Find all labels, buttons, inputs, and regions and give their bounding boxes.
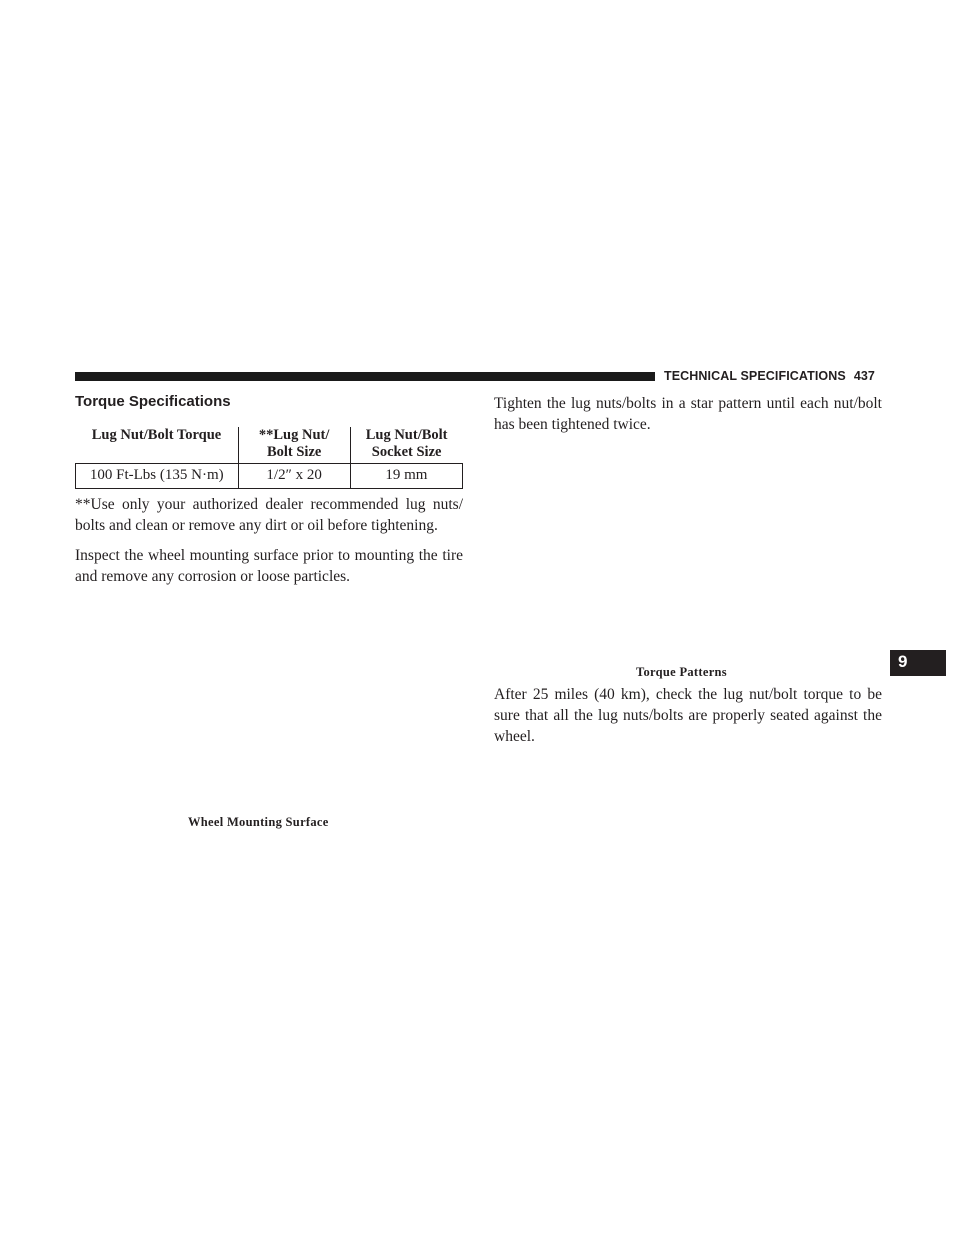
table-header-cell	[350, 427, 462, 464]
chapter-number: 9	[898, 652, 908, 671]
inspect-paragraph: Inspect the wheel mounting surface prior to mounting the tire and remove any corrosion or loose particles.	[75, 547, 463, 585]
table-header-cell	[238, 427, 350, 464]
figure-caption-torque-patterns: Torque Patterns	[636, 665, 727, 679]
after-miles-paragraph: After 25 miles (40 km), check the lug nut/bolt torque to be sure that all the lug nuts/bolts are properly seated against the wheel.	[494, 686, 882, 745]
torque-patterns-figure	[494, 440, 882, 630]
tighten-paragraph: Tighten the lug nuts/bolts in a star pattern until each nut/bolt has been tightened twice.	[494, 395, 882, 433]
section-title: Torque Specifications	[75, 393, 231, 410]
table-cell: 100 Ft-Lbs (135 N·m)	[76, 464, 239, 489]
header-line: Bolt Size	[266, 444, 322, 460]
chapter-tab	[890, 650, 946, 676]
figure-caption-wheel-mounting: Wheel Mounting Surface	[188, 815, 329, 829]
table-row	[76, 464, 463, 489]
header-line: Lug Nut/Bolt	[365, 427, 448, 443]
header-section-title: TECHNICAL SPECIFICATIONS	[664, 369, 846, 383]
lug-nut-note: **Use only your authorized dealer recommended lug nuts/ bolts and clean or remove any dirt or oil before tightening.	[75, 496, 463, 534]
table-cell: 19 mm	[350, 464, 462, 489]
page-number: 437	[853, 369, 875, 383]
table-header-row	[76, 427, 463, 464]
table-header-cell	[76, 427, 239, 464]
table-cell: 1/2″ x 20	[238, 464, 350, 489]
header-line: **Lug Nut/	[258, 427, 330, 443]
header-line: Socket Size	[371, 444, 442, 460]
header-line: Lug Nut/Bolt Torque	[91, 427, 222, 443]
header-rule	[75, 372, 655, 381]
torque-spec-table	[75, 427, 463, 489]
wheel-mounting-surface-figure	[75, 595, 463, 800]
running-header	[664, 369, 884, 383]
